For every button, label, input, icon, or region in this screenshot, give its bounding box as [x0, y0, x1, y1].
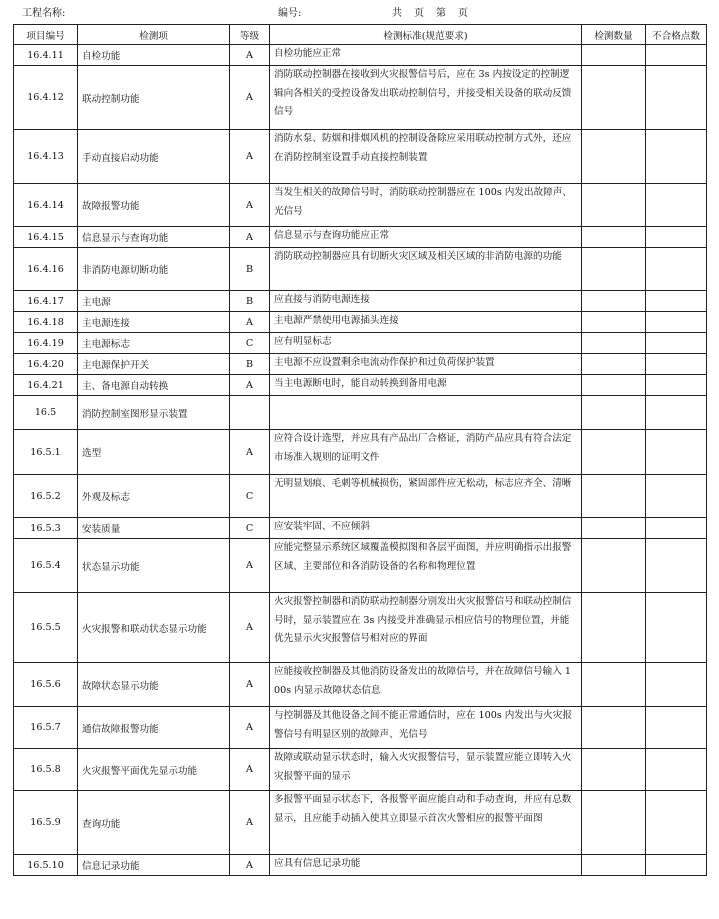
column-header-quantity: 检测数量: [582, 25, 646, 45]
cell-failures[interactable]: [646, 707, 707, 749]
table-row: [14, 45, 707, 66]
column-header-grade: 等级: [230, 25, 270, 45]
cell-quantity[interactable]: [582, 855, 646, 876]
table-row: [14, 248, 707, 291]
cell-standard: 主电源不应设置剩余电流动作保护和过负荷保护装置: [270, 354, 582, 375]
table-row: [14, 475, 707, 518]
table-row: [14, 749, 707, 791]
cell-quantity[interactable]: [582, 707, 646, 749]
cell-standard: 应符合设计选型，并应具有产品出厂合格证，消防产品应具有符合法定市场准入规则的证明文件: [270, 430, 582, 475]
cell-item: 通信故障报警功能: [78, 707, 230, 749]
cell-item: 故障报警功能: [78, 184, 230, 227]
cell-grade: A: [230, 430, 270, 475]
project-name-label: 工程名称:: [22, 8, 66, 19]
cell-item: 联动控制功能: [78, 66, 230, 130]
cell-item: 手动直接启动功能: [78, 130, 230, 184]
cell-grade: A: [230, 593, 270, 663]
cell-quantity[interactable]: [582, 539, 646, 593]
table-row: [14, 707, 707, 749]
cell-standard: 消防水泵、防烟和排烟风机的控制设备除应采用联动控制方式外，还应在消防控制室设置手动直接控制装置: [270, 130, 582, 184]
column-header-standard: 检测标准(规范要求): [270, 25, 582, 45]
cell-standard: 应直接与消防电源连接: [270, 291, 582, 312]
cell-standard: 应安装牢固、不应倾斜: [270, 518, 582, 539]
cell-failures[interactable]: [646, 312, 707, 333]
cell-standard: 应能接收控制器及其他消防设备发出的故障信号，并在故障信号输入 100s 内显示故障状态信息: [270, 663, 582, 707]
cell-code: 16.5: [14, 396, 78, 430]
cell-grade: A: [230, 855, 270, 876]
cell-code: 16.5.5: [14, 593, 78, 663]
table-row: [14, 791, 707, 855]
cell-grade: A: [230, 312, 270, 333]
cell-standard: 故障或联动显示状态时，输入火灾报警信号，显示装置应能立即转入火灾报警平面的显示: [270, 749, 582, 791]
cell-failures[interactable]: [646, 66, 707, 130]
inspection-table: [13, 24, 707, 876]
table-row: [14, 663, 707, 707]
cell-standard: 信息显示与查询功能应正常: [270, 227, 582, 248]
cell-failures[interactable]: [646, 396, 707, 430]
cell-code: 16.5.2: [14, 475, 78, 518]
cell-item: 安装质量: [78, 518, 230, 539]
cell-item: 故障状态显示功能: [78, 663, 230, 707]
section-row: [14, 396, 707, 430]
cell-code: 16.4.15: [14, 227, 78, 248]
cell-standard: 与控制器及其他设备之间不能正常通信时，应在 100s 内发出与火灾报警信号有明显区别的故障声、光信号: [270, 707, 582, 749]
table-row: [14, 291, 707, 312]
cell-item: 主电源: [78, 291, 230, 312]
table-row: [14, 227, 707, 248]
cell-failures[interactable]: [646, 539, 707, 593]
cell-code: 16.4.11: [14, 45, 78, 66]
cell-quantity[interactable]: [582, 291, 646, 312]
cell-code: 16.5.8: [14, 749, 78, 791]
table-row: [14, 354, 707, 375]
cell-standard: 当发生相关的故障信号时，消防联动控制器应在 100s 内发出故障声、光信号: [270, 184, 582, 227]
cell-code: 16.4.14: [14, 184, 78, 227]
cell-quantity[interactable]: [582, 45, 646, 66]
cell-quantity[interactable]: [582, 312, 646, 333]
cell-failures[interactable]: [646, 663, 707, 707]
table-row: [14, 333, 707, 354]
cell-quantity[interactable]: [582, 749, 646, 791]
record-number-label: 编号:: [278, 8, 302, 19]
cell-code: 16.4.12: [14, 66, 78, 130]
cell-grade: B: [230, 354, 270, 375]
cell-quantity[interactable]: [582, 475, 646, 518]
cell-code: 16.5.3: [14, 518, 78, 539]
cell-item: 主电源保护开关: [78, 354, 230, 375]
cell-failures[interactable]: [646, 791, 707, 855]
cell-standard: 主电源严禁使用电源插头连接: [270, 312, 582, 333]
cell-item: 主、备电源自动转换: [78, 375, 230, 396]
cell-grade: A: [230, 184, 270, 227]
cell-item: 火灾报警平面优先显示功能: [78, 749, 230, 791]
cell-quantity[interactable]: [582, 791, 646, 855]
cell-item: 主电源连接: [78, 312, 230, 333]
cell-code: 16.5.4: [14, 539, 78, 593]
cell-grade: B: [230, 291, 270, 312]
column-header-code: 项目编号: [14, 25, 78, 45]
cell-grade: C: [230, 333, 270, 354]
cell-failures[interactable]: [646, 430, 707, 475]
cell-grade: A: [230, 663, 270, 707]
cell-quantity[interactable]: [582, 227, 646, 248]
cell-standard: 消防联动控制器应具有切断火灾区域及相关区域的非消防电源的功能: [270, 248, 582, 291]
cell-failures[interactable]: [646, 333, 707, 354]
cell-quantity[interactable]: [582, 248, 646, 291]
cell-grade: B: [230, 248, 270, 291]
table-row: [14, 312, 707, 333]
cell-failures[interactable]: [646, 855, 707, 876]
table-row: [14, 855, 707, 876]
cell-code: 16.5.1: [14, 430, 78, 475]
cell-failures[interactable]: [646, 475, 707, 518]
cell-failures[interactable]: [646, 518, 707, 539]
cell-standard: 火灾报警控制器和消防联动控制器分别发出火灾报警信号和联动控制信号时，显示装置应在 3s 内接受并准确显示相应信号的物理位置，并能优先显示火灾报警信号相对应的界面: [270, 593, 582, 663]
cell-code: 16.4.18: [14, 312, 78, 333]
cell-code: 16.4.19: [14, 333, 78, 354]
cell-standard: 无明显划痕、毛刺等机械损伤，紧固部件应无松动，标志应齐全、清晰: [270, 475, 582, 518]
table-row: [14, 184, 707, 227]
cell-standard: 应具有信息记录功能: [270, 855, 582, 876]
column-header-item: 检测项: [78, 25, 230, 45]
cell-code: 16.5.6: [14, 663, 78, 707]
cell-standard: 自检功能应正常: [270, 45, 582, 66]
cell-code: 16.4.21: [14, 375, 78, 396]
cell-failures[interactable]: [646, 593, 707, 663]
cell-item: 外观及标志: [78, 475, 230, 518]
cell-item: 自检功能: [78, 45, 230, 66]
cell-code: 16.5.7: [14, 707, 78, 749]
cell-quantity[interactable]: [582, 333, 646, 354]
cell-item: 选型: [78, 430, 230, 475]
table-row: [14, 130, 707, 184]
cell-quantity[interactable]: [582, 593, 646, 663]
cell-standard: 应有明显标志: [270, 333, 582, 354]
form-header: [0, 6, 719, 22]
cell-item: 信息记录功能: [78, 855, 230, 876]
cell-code: 16.4.16: [14, 248, 78, 291]
table-row: [14, 375, 707, 396]
cell-item: 火灾报警和联动状态显示功能: [78, 593, 230, 663]
cell-standard: 多报警平面显示状态下，各报警平面应能自动和手动查询，并应有总数显示，且应能手动插入使其立即显示首次火警相应的报警平面图: [270, 791, 582, 855]
cell-item: 非消防电源切断功能: [78, 248, 230, 291]
cell-item: 主电源标志: [78, 333, 230, 354]
cell-code: 16.5.9: [14, 791, 78, 855]
cell-grade: C: [230, 475, 270, 518]
table-header-row: [14, 25, 707, 45]
cell-grade: A: [230, 539, 270, 593]
cell-grade: A: [230, 375, 270, 396]
cell-failures[interactable]: [646, 130, 707, 184]
cell-code: 16.5.10: [14, 855, 78, 876]
cell-standard: 消防联动控制器在接收到火灾报警信号后，应在 3s 内按设定的控制逻辑向各相关的受控设备发出联动控制信号，并接受相关设备的联动反馈信号: [270, 66, 582, 130]
cell-grade: [230, 396, 270, 430]
cell-standard: 应能完整显示系统区域覆盖模拟图和各层平面图，并应明确指示出报警区域、主要部位和各消防设备的名称和物理位置: [270, 539, 582, 593]
cell-quantity[interactable]: [582, 184, 646, 227]
cell-grade: A: [230, 66, 270, 130]
table-row: [14, 430, 707, 475]
cell-quantity[interactable]: [582, 130, 646, 184]
cell-quantity[interactable]: [582, 354, 646, 375]
column-header-failures: 不合格点数: [646, 25, 707, 45]
cell-quantity[interactable]: [582, 66, 646, 130]
cell-quantity[interactable]: [582, 518, 646, 539]
table-row: [14, 593, 707, 663]
cell-grade: C: [230, 518, 270, 539]
cell-grade: A: [230, 707, 270, 749]
cell-quantity[interactable]: [582, 663, 646, 707]
cell-code: 16.4.17: [14, 291, 78, 312]
cell-code: 16.4.20: [14, 354, 78, 375]
cell-standard: 当主电源断电时，能自动转换到备用电源: [270, 375, 582, 396]
cell-quantity[interactable]: [582, 375, 646, 396]
cell-failures[interactable]: [646, 354, 707, 375]
cell-failures[interactable]: [646, 45, 707, 66]
cell-grade: A: [230, 227, 270, 248]
table-row: [14, 66, 707, 130]
cell-item: 状态显示功能: [78, 539, 230, 593]
cell-failures[interactable]: [646, 749, 707, 791]
table-row: [14, 539, 707, 593]
cell-quantity[interactable]: [582, 430, 646, 475]
cell-failures[interactable]: [646, 375, 707, 396]
cell-failures[interactable]: [646, 248, 707, 291]
cell-code: 16.4.13: [14, 130, 78, 184]
cell-failures[interactable]: [646, 184, 707, 227]
cell-quantity[interactable]: [582, 396, 646, 430]
cell-grade: A: [230, 791, 270, 855]
cell-item: 信息显示与查询功能: [78, 227, 230, 248]
cell-grade: A: [230, 45, 270, 66]
table-row: [14, 518, 707, 539]
cell-grade: A: [230, 130, 270, 184]
cell-item: 消防控制室图形显示装置: [78, 396, 230, 430]
cell-standard: [270, 396, 582, 430]
page-count-label: 共 页 第 页: [392, 8, 469, 19]
cell-failures[interactable]: [646, 291, 707, 312]
cell-failures[interactable]: [646, 227, 707, 248]
cell-grade: A: [230, 749, 270, 791]
cell-item: 查询功能: [78, 791, 230, 855]
